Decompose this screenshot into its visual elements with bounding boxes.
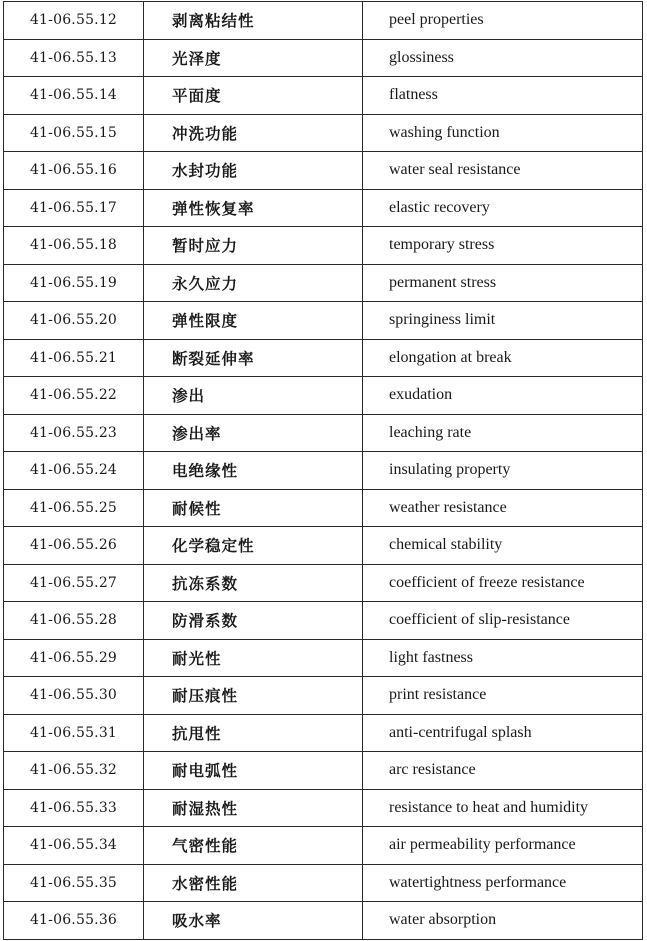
table-row bbox=[4, 302, 643, 340]
term-chinese-cell: 冲洗功能 bbox=[144, 114, 363, 152]
term-chinese-cell: 渗出 bbox=[144, 377, 363, 415]
term-code-cell: 41-06.55.13 bbox=[4, 39, 144, 77]
term-english-cell: elastic recovery bbox=[363, 189, 643, 227]
term-code-cell: 41-06.55.31 bbox=[4, 714, 144, 752]
term-chinese-cell: 暂时应力 bbox=[144, 227, 363, 265]
table-row bbox=[4, 414, 643, 452]
term-code-cell: 41-06.55.28 bbox=[4, 602, 144, 640]
term-chinese-cell: 气密性能 bbox=[144, 827, 363, 865]
term-code-cell: 41-06.55.35 bbox=[4, 864, 144, 902]
table-row bbox=[4, 2, 643, 40]
table-row bbox=[4, 377, 643, 415]
term-chinese-cell: 耐压痕性 bbox=[144, 677, 363, 715]
term-english-cell: exudation bbox=[363, 377, 643, 415]
term-chinese-cell: 耐电弧性 bbox=[144, 752, 363, 790]
term-english-cell: coefficient of slip-resistance bbox=[363, 602, 643, 640]
term-chinese-cell: 剥离粘结性 bbox=[144, 2, 363, 40]
term-english-cell: springiness limit bbox=[363, 302, 643, 340]
table-row bbox=[4, 602, 643, 640]
table-row bbox=[4, 189, 643, 227]
term-english-cell: chemical stability bbox=[363, 527, 643, 565]
table-row bbox=[4, 227, 643, 265]
table-row bbox=[4, 902, 643, 940]
term-english-cell: insulating property bbox=[363, 452, 643, 490]
term-chinese-cell: 渗出率 bbox=[144, 414, 363, 452]
term-english-cell: peel properties bbox=[363, 2, 643, 40]
terminology-table bbox=[3, 1, 643, 940]
table-row bbox=[4, 564, 643, 602]
term-code-cell: 41-06.55.23 bbox=[4, 414, 144, 452]
term-chinese-cell: 弹性限度 bbox=[144, 302, 363, 340]
term-english-cell: elongation at break bbox=[363, 339, 643, 377]
term-english-cell: resistance to heat and humidity bbox=[363, 789, 643, 827]
term-code-cell: 41-06.55.32 bbox=[4, 752, 144, 790]
term-english-cell: temporary stress bbox=[363, 227, 643, 265]
table-row bbox=[4, 864, 643, 902]
term-chinese-cell: 耐湿热性 bbox=[144, 789, 363, 827]
term-chinese-cell: 平面度 bbox=[144, 77, 363, 115]
term-code-cell: 41-06.55.34 bbox=[4, 827, 144, 865]
term-chinese-cell: 耐候性 bbox=[144, 489, 363, 527]
table-row bbox=[4, 264, 643, 302]
term-chinese-cell: 电绝缘性 bbox=[144, 452, 363, 490]
term-code-cell: 41-06.55.14 bbox=[4, 77, 144, 115]
term-english-cell: water seal resistance bbox=[363, 152, 643, 190]
terminology-table-body bbox=[4, 2, 643, 940]
term-chinese-cell: 吸水率 bbox=[144, 902, 363, 940]
term-code-cell: 41-06.55.17 bbox=[4, 189, 144, 227]
term-english-cell: weather resistance bbox=[363, 489, 643, 527]
term-english-cell: air permeability performance bbox=[363, 827, 643, 865]
term-english-cell: leaching rate bbox=[363, 414, 643, 452]
term-code-cell: 41-06.55.16 bbox=[4, 152, 144, 190]
term-chinese-cell: 化学稳定性 bbox=[144, 527, 363, 565]
table-row bbox=[4, 339, 643, 377]
term-code-cell: 41-06.55.27 bbox=[4, 564, 144, 602]
term-english-cell: watertightness performance bbox=[363, 864, 643, 902]
term-code-cell: 41-06.55.26 bbox=[4, 527, 144, 565]
table-row bbox=[4, 152, 643, 190]
term-chinese-cell: 抗冻系数 bbox=[144, 564, 363, 602]
term-english-cell: arc resistance bbox=[363, 752, 643, 790]
term-english-cell: water absorption bbox=[363, 902, 643, 940]
term-english-cell: permanent stress bbox=[363, 264, 643, 302]
term-code-cell: 41-06.55.29 bbox=[4, 639, 144, 677]
table-row bbox=[4, 527, 643, 565]
term-code-cell: 41-06.55.30 bbox=[4, 677, 144, 715]
term-code-cell: 41-06.55.15 bbox=[4, 114, 144, 152]
term-chinese-cell: 光泽度 bbox=[144, 39, 363, 77]
table-row bbox=[4, 39, 643, 77]
term-chinese-cell: 防滑系数 bbox=[144, 602, 363, 640]
table-row bbox=[4, 639, 643, 677]
table-row bbox=[4, 714, 643, 752]
term-english-cell: light fastness bbox=[363, 639, 643, 677]
table-row bbox=[4, 452, 643, 490]
term-code-cell: 41-06.55.20 bbox=[4, 302, 144, 340]
term-chinese-cell: 断裂延伸率 bbox=[144, 339, 363, 377]
table-row bbox=[4, 114, 643, 152]
term-english-cell: coefficient of freeze resistance bbox=[363, 564, 643, 602]
term-chinese-cell: 水封功能 bbox=[144, 152, 363, 190]
term-english-cell: glossiness bbox=[363, 39, 643, 77]
term-english-cell: washing function bbox=[363, 114, 643, 152]
term-code-cell: 41-06.55.12 bbox=[4, 2, 144, 40]
term-chinese-cell: 水密性能 bbox=[144, 864, 363, 902]
term-code-cell: 41-06.55.25 bbox=[4, 489, 144, 527]
term-code-cell: 41-06.55.33 bbox=[4, 789, 144, 827]
table-row bbox=[4, 77, 643, 115]
term-english-cell: anti-centrifugal splash bbox=[363, 714, 643, 752]
term-code-cell: 41-06.55.24 bbox=[4, 452, 144, 490]
table-row bbox=[4, 827, 643, 865]
table-row bbox=[4, 489, 643, 527]
term-code-cell: 41-06.55.18 bbox=[4, 227, 144, 265]
term-chinese-cell: 永久应力 bbox=[144, 264, 363, 302]
term-code-cell: 41-06.55.22 bbox=[4, 377, 144, 415]
term-chinese-cell: 耐光性 bbox=[144, 639, 363, 677]
term-code-cell: 41-06.55.36 bbox=[4, 902, 144, 940]
term-code-cell: 41-06.55.21 bbox=[4, 339, 144, 377]
table-row bbox=[4, 789, 643, 827]
term-code-cell: 41-06.55.19 bbox=[4, 264, 144, 302]
term-chinese-cell: 抗甩性 bbox=[144, 714, 363, 752]
term-chinese-cell: 弹性恢复率 bbox=[144, 189, 363, 227]
term-english-cell: print resistance bbox=[363, 677, 643, 715]
table-row bbox=[4, 752, 643, 790]
table-row bbox=[4, 677, 643, 715]
term-english-cell: flatness bbox=[363, 77, 643, 115]
